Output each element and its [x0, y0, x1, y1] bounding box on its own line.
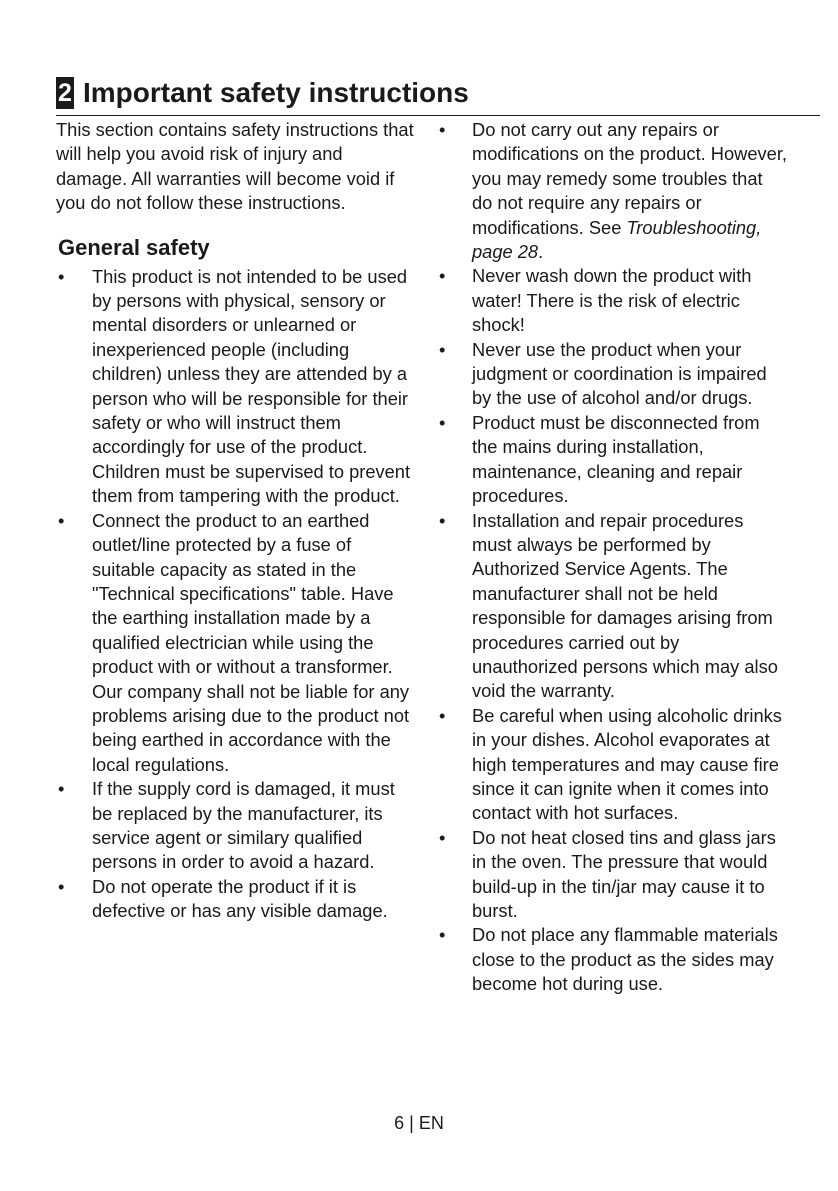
list-item-text: Children must be supervised to prevent them from tampering with the product. [92, 460, 411, 507]
bullet-icon: • [58, 265, 65, 287]
list-item [437, 923, 787, 996]
list-item-text: Installation and repair procedures must always be performed by Authorized Service Agents. The manufacturer shall not be held responsible for damages arising from procedures carried out by unauthorized persons which may also void the warranty. [472, 509, 778, 702]
bullet-icon: • [439, 265, 446, 287]
section-title-general-safety: General safety [58, 234, 210, 260]
bullet-icon: • [439, 338, 446, 360]
list-item-text: Never wash down the product with water! There is the risk of electric shock! [472, 265, 752, 336]
list-item [437, 411, 787, 509]
list-item [437, 704, 787, 826]
list-item-text: Product must be disconnected from the mains during installation, maintenance, cleaning and repair procedures. [472, 411, 760, 507]
intro-paragraph: This section contains safety instructions that will help you avoid risk of injury and damage. All warranties will become void if you do not follow these instructions. [56, 119, 414, 214]
list-item [437, 509, 787, 704]
chapter-number-badge: 2 [56, 77, 74, 109]
bullet-icon: • [439, 704, 446, 726]
list-item-text: Do not place any flammable materials close to the product as the sides may become hot during use. [472, 924, 778, 995]
list-item-text: Do not carry out any repairs or modifications on the product. However, you may remedy some troubles that do not require any repairs or modifications. See [472, 119, 788, 238]
left-column [56, 118, 416, 924]
troubleshooting-reference: Troubleshooting, page 28 [472, 216, 762, 263]
list-item-text: Never use the product when your judgment or coordination is impaired by the use of alcohol and/or drugs. [472, 338, 767, 409]
bullet-icon: • [439, 411, 446, 433]
page-footer: 6 | EN [394, 1113, 444, 1133]
safety-list-right [437, 118, 787, 997]
list-item [56, 777, 416, 875]
list-item-text: This product is not intended to be used by persons with physical, sensory or mental disorders or unlearned or inexperienced people (including children) unless they are attended by a person who will be responsible for their safety or who will instruct them accordingly for use of the product. [92, 265, 409, 458]
bullet-icon: • [439, 924, 446, 946]
list-item-text: Connect the product to an earthed outlet/line protected by a fuse of suitable capacity as stated in the "Technical specifications" table. Have the earthing installation made by a qualified electrician while using the product with or without a transformer. Our company shall not be liable for any problems arising due to the product not being earthed in accordance with the local regulations. [92, 509, 410, 775]
list-item-text: Be careful when using alcoholic drinks in your dishes. Alcohol evaporates at high temperatures and may cause fire since it can ignite when it comes into contact with hot surfaces. [472, 704, 782, 824]
list-item [437, 338, 787, 411]
list-item [56, 265, 416, 509]
header-rule [56, 115, 820, 116]
chapter-header [56, 76, 469, 110]
bullet-icon: • [439, 826, 446, 848]
bullet-icon: • [58, 509, 65, 531]
right-column [437, 118, 787, 997]
list-item [437, 264, 787, 337]
list-item-text: If the supply cord is damaged, it must be replaced by the manufacturer, its service agent or similary qualified persons in order to avoid a hazard. [92, 778, 395, 873]
list-item-text: Do not heat closed tins and glass jars in the oven. The pressure that would build-up in the tin/jar may cause it to burst. [472, 826, 776, 921]
list-item [437, 118, 787, 264]
list-item [437, 826, 787, 924]
bullet-icon: • [439, 509, 446, 531]
list-item-text-tail: . [538, 241, 544, 263]
bullet-icon: • [439, 119, 446, 140]
list-item [56, 509, 416, 777]
bullet-icon: • [58, 875, 65, 897]
list-item [56, 875, 416, 924]
bullet-icon: • [58, 778, 65, 800]
chapter-title: Important safety instructions [83, 77, 469, 108]
list-item-text: Do not operate the product if it is defective or has any visible damage. [92, 875, 388, 922]
safety-list-left [56, 265, 416, 924]
